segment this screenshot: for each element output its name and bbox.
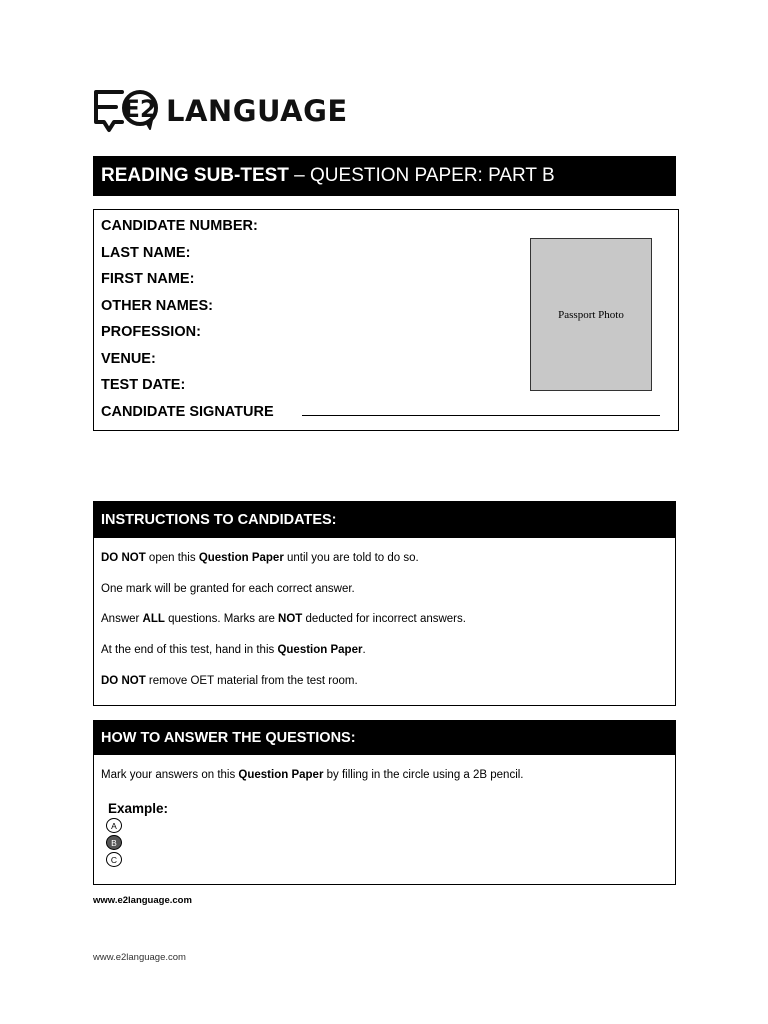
candidate-details-box xyxy=(93,209,679,431)
profession-label: PROFESSION: xyxy=(101,324,201,340)
instructions-heading: INSTRUCTIONS TO CANDIDATES: xyxy=(94,502,675,538)
title-bold: READING SUB-TEST xyxy=(101,165,289,186)
footer-url-plain[interactable]: www.e2language.com xyxy=(93,952,186,963)
logo-mark-text: E2 xyxy=(123,95,157,123)
venue-label: VENUE: xyxy=(101,351,156,367)
e2-logo-icon xyxy=(92,88,162,134)
signature-line[interactable] xyxy=(302,415,660,416)
page-title xyxy=(93,156,676,196)
instruction-line-1: DO NOT open this Question Paper until you are told to do so. xyxy=(101,552,419,564)
footer-url-bold[interactable]: www.e2language.com xyxy=(93,895,192,906)
passport-photo-box xyxy=(530,238,652,391)
test-date-label: TEST DATE: xyxy=(101,377,186,393)
e2-language-logo xyxy=(92,88,348,134)
instructions-panel xyxy=(93,501,676,706)
how-to-answer-heading: HOW TO ANSWER THE QUESTIONS: xyxy=(94,721,675,755)
example-option-c[interactable]: C xyxy=(106,852,122,867)
passport-photo-label: Passport Photo xyxy=(558,308,624,321)
last-name-label: LAST NAME: xyxy=(101,245,191,261)
candidate-signature-label: CANDIDATE SIGNATURE xyxy=(101,404,274,420)
logo-text: LANGUAGE xyxy=(166,94,348,128)
title-rest: – QUESTION PAPER: PART B xyxy=(288,165,555,186)
candidate-number-label: CANDIDATE NUMBER: xyxy=(101,218,258,234)
instruction-line-2: One mark will be granted for each correct answer. xyxy=(101,583,355,595)
example-option-a[interactable]: A xyxy=(106,818,122,833)
example-label: Example: xyxy=(108,801,169,816)
instruction-line-4: At the end of this test, hand in this Question Paper. xyxy=(101,644,366,656)
how-to-answer-panel xyxy=(93,720,676,885)
other-names-label: OTHER NAMES: xyxy=(101,298,213,314)
example-option-b-filled[interactable]: B xyxy=(106,835,122,850)
first-name-label: FIRST NAME: xyxy=(101,271,195,287)
instruction-line-3: Answer ALL questions. Marks are NOT deducted for incorrect answers. xyxy=(101,613,466,625)
instruction-line-5: DO NOT remove OET material from the test room. xyxy=(101,675,358,687)
how-to-answer-line: Mark your answers on this Question Paper by filling in the circle using a 2B pencil. xyxy=(101,769,524,781)
